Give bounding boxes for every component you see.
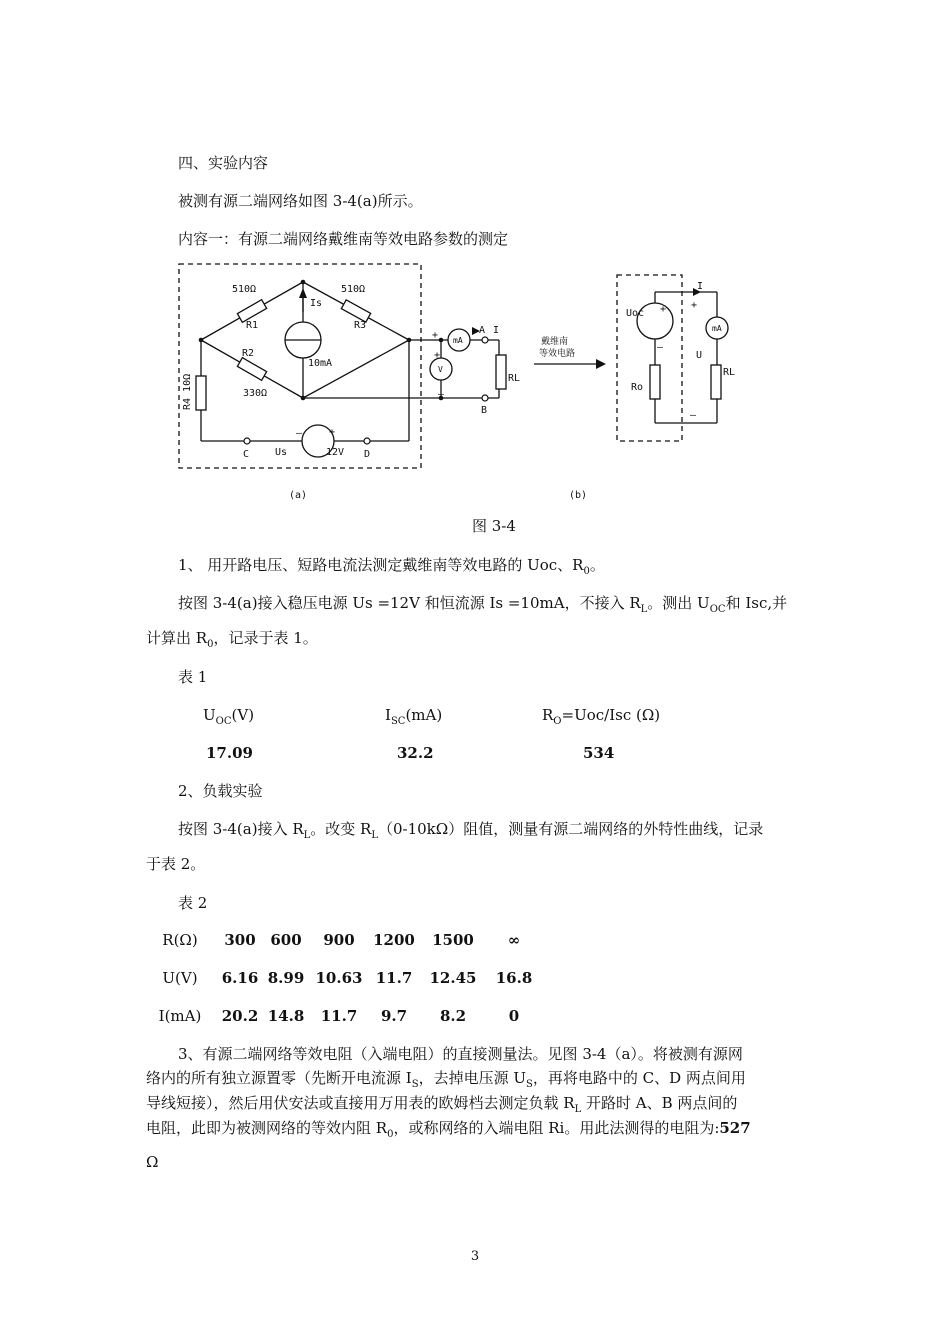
table1-header-uoc: $U_{OC}(V)$ xyxy=(203,706,255,727)
table2-cell: 900 xyxy=(323,931,355,949)
table1-value-isc: 32.2 xyxy=(397,744,434,762)
intro-text: 被测有源二端网络如图 3-4(a)所示。 xyxy=(178,192,423,210)
table1-value-uoc: 17.09 xyxy=(206,744,253,762)
r2-name: R2 xyxy=(242,348,255,359)
label-a: (a) xyxy=(289,490,308,501)
figure-caption: 图 3-4 xyxy=(472,517,516,535)
table2-row-label: I(mA) xyxy=(158,1007,202,1025)
r2-value: 330Ω xyxy=(243,388,268,399)
r1-name: R1 xyxy=(246,320,259,331)
table2-title: 表 2 xyxy=(178,894,208,912)
table2-cell: 6.16 xyxy=(221,969,259,987)
node-c: C xyxy=(243,449,250,460)
item3-line1: 3、有源二端网络等效电阻（入端电阻）的直接测量法。见图 3-4（a）。将被测有源网 xyxy=(178,1045,743,1063)
ro-label: Ro xyxy=(631,382,644,393)
item2-para-line1: 按图 3-4(a)接入 $R_L$。改变 $R_L(0-10k\Omega)$阻值，测量有源二端网络的外特性曲线，记录 xyxy=(178,820,764,841)
item2-para-line2: 于表 2。 xyxy=(146,855,206,873)
is-name: Is xyxy=(310,298,323,309)
item1-title: 1、 用开路电压、短路电流法测定戴维南等效电路的 Uoc、$R_0$。 xyxy=(178,556,605,577)
r1-value: 510Ω xyxy=(232,284,257,295)
arrow-label-1: 戴维南 xyxy=(541,337,569,347)
label-b: (b) xyxy=(569,490,588,501)
content1-title: 内容一：有源二端网络戴维南等效电路参数的测定 xyxy=(178,230,509,248)
us-plus: + xyxy=(329,427,336,438)
table2-cell: 8.99 xyxy=(267,969,305,987)
r4-label: R4 10Ω xyxy=(182,373,193,410)
is-value: 10mA xyxy=(308,358,333,369)
ma-b-label: mA xyxy=(712,324,722,333)
item3-line2: 络内的所有独立源置零（先断开电流源 $I_S$，去掉电压源 $U_S$，再将电路中的 C、D 两点间用 xyxy=(146,1069,746,1090)
table2-cell: 10.63 xyxy=(315,969,363,987)
current-i: I xyxy=(493,325,500,336)
node-d: D xyxy=(364,449,371,460)
us-value: 12V xyxy=(326,447,345,458)
i-b-label: I xyxy=(697,281,704,292)
v-plus: + xyxy=(434,350,441,361)
table2-row-label: R(Ω) xyxy=(162,931,198,949)
b-plus-top: + xyxy=(691,300,698,311)
b-minus: — xyxy=(690,410,697,421)
uoc-minus: — xyxy=(657,342,664,353)
node-a: A xyxy=(479,325,486,336)
table2-cell: 20.2 xyxy=(221,1007,259,1025)
us-minus: — xyxy=(296,428,303,439)
item2-title: 2、负载实验 xyxy=(178,782,263,800)
table2-cell: 300 xyxy=(224,931,256,949)
table1-title: 表 1 xyxy=(178,668,208,686)
table1-header-ro: $R_O=Uoc$/Isc (Ω) xyxy=(542,706,661,727)
measured-resistance: 527 xyxy=(719,1119,751,1137)
r3-value: 510Ω xyxy=(341,284,366,295)
table2-cell: 8.2 xyxy=(439,1007,467,1025)
v-meter-label: V xyxy=(438,365,443,374)
table2-cell: 11.7 xyxy=(320,1007,358,1025)
table2-cell: 1200 xyxy=(373,931,415,949)
uoc-label: Uoc xyxy=(626,308,645,319)
u-label: U xyxy=(696,350,703,361)
v-minus: — xyxy=(438,389,445,400)
table2-row-label: U(V) xyxy=(162,969,198,987)
table2-cell: 9.7 xyxy=(380,1007,408,1025)
table2-cell: 14.8 xyxy=(267,1007,305,1025)
item3-line4: 电阻，此即为被测网络的等效内阻 $R_0$，或称网络的入端电阻 Ri。用此法测得的电阻为:527 xyxy=(146,1119,751,1140)
r3-name: R3 xyxy=(354,320,367,331)
table2-cell: 16.8 xyxy=(495,969,533,987)
item1-para-line1: 按图 3-4(a)接入稳压电源 Us =12V 和恒流源 Is =10mA，不接入 $R_L$。测出 $U_{OC}$和 Isc,并 xyxy=(178,594,788,615)
rl-label: RL xyxy=(508,373,521,384)
page-number: 3 xyxy=(470,1249,480,1264)
us-name: Us xyxy=(275,447,288,458)
table2-cell: 600 xyxy=(270,931,302,949)
a-plus: + xyxy=(432,330,439,341)
section-heading: 四、实验内容 xyxy=(178,154,269,172)
table1-header-isc: $I_{SC}(mA)$ xyxy=(385,706,443,727)
circuit-figure xyxy=(176,258,736,504)
uoc-plus: + xyxy=(660,304,667,315)
table2-cell: 0 xyxy=(508,1007,520,1025)
item3-line5: Ω xyxy=(146,1153,159,1171)
ma-meter-label: mA xyxy=(453,336,463,345)
table2-cell: 11.7 xyxy=(375,969,413,987)
table2-cell: 12.45 xyxy=(429,969,477,987)
item1-para-line2: 计算出 $R_0$，记录于表 1。 xyxy=(146,629,318,650)
node-b: B xyxy=(481,405,488,416)
table2-cell: ∞ xyxy=(507,931,521,949)
rl-b-label: RL xyxy=(723,367,736,378)
arrow-label-2: 等效电路 xyxy=(539,349,576,359)
table2-cell: 1500 xyxy=(432,931,474,949)
table1-value-ro: 534 xyxy=(583,744,615,762)
item3-line3: 导线短接），然后用伏安法或直接用万用表的欧姆档去测定负载 $R_L$ 开路时 A、B 两点间的 xyxy=(146,1094,738,1115)
